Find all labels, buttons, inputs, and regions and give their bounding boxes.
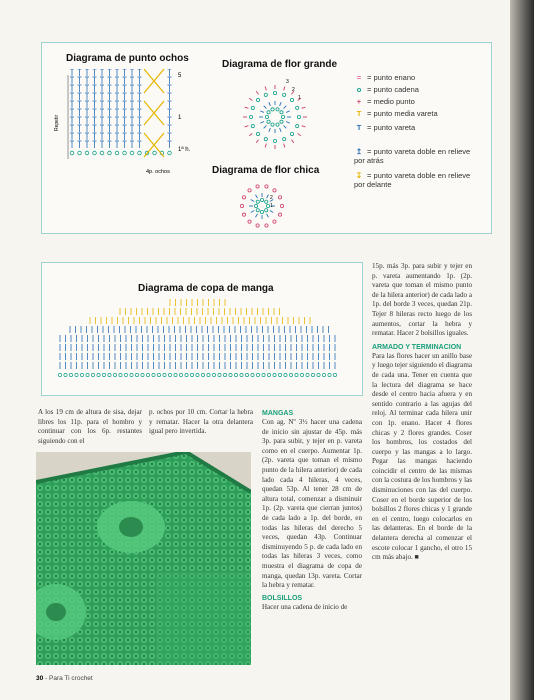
ochos-label-5: 5 — [178, 73, 182, 79]
paragraph-sisa: A los 19 cm de altura de sisa, dejar libres los 11p. para el hombro y continuar con los 6p. restantes siguiendo con el — [38, 408, 142, 445]
legend-symbol-icon: T — [356, 109, 362, 118]
legend-item — [354, 171, 474, 189]
heading-armado: ARMADO Y TERMINACION — [372, 343, 462, 351]
paragraph-mangas: Con ag. Nº 3½ hacer una cadena de inicio sin ajustar de 45p. más 3p. para subir, y tejer en p. vareta como en el cuerpo. Aumentar 1p. (2p. vareta que toman el mismo punto de la hilera anterior) de cada lado cada 4 hileras, 4 veces, quedan 53p. Al tener 28 cm de altura total, comenzar a disminuir 1p. (2p. vareta que cierran juntos) de cada lado a 1p. del borde, en todas las hileras del derecho 5 veces, quedan 43p. Continuar disminuyendo 5 p. de cada lado en todas las hileras 3 veces, como muestra el diagrama de copa de manga, quedan 13p. vareta. Cortar la hebra y rematar. — [262, 418, 362, 590]
legend-label: = punto media vareta — [367, 109, 438, 118]
paragraph-armado: Para las flores hacer un anillo base y luego tejer siguiendo el diagrama de cada una. Tener en cuenta que la lectura del diagrama se hace desde el centro hacia afuera y en sentido contrario a las agujas del reloj. Al terminar cada hilera unir con 1p. enano. Hacer 4 flores chicas y 2 flores grandes. Coser los hombros, los costados del cuerpo y las mangas a lo largo. Pegar las mangas haciendo coincidir el centro de las mismas con la costura de los hombros y las disminuciones con las del cuerpo. Coser en el borde superior de los bolsillos 2 flores chicas y 1 grande en el centro, luego colocarlos en las delanteras. En el borde de la delantera derecha al comenzar el escote colocar 1 gancho, el otro 15 cm más abajo. ■ — [372, 351, 472, 562]
flor-grande-diagram — [235, 77, 315, 157]
paragraph-bolsillos-cont: 15p. más 3p. para subir y tejer en p. vareta aumentando 1p. (2p. vareta que toman el mismo punto de la hilera anterior) de cada lado a 1p. del borde 3 veces, quedan 21p. Tejer 8 hileras recto luego de los aumentos, cortar la hebra y rematar. Hacer 2 bolsillos iguales. — [372, 262, 472, 338]
heading-mangas: MANGAS — [262, 410, 294, 417]
legend-label: = punto cadena — [367, 85, 419, 94]
ochos-bottom: 4p. ochos — [146, 169, 170, 175]
magazine-name: - Para Ti crochet — [45, 675, 93, 682]
text-column-4 — [372, 262, 472, 563]
copa-title: Diagrama de copa de manga — [138, 283, 274, 294]
page-footer — [36, 675, 93, 682]
ochos-diagram — [66, 69, 196, 189]
text-column-2 — [149, 408, 253, 437]
legend-label: = medio punto — [367, 97, 415, 106]
ochos-label-1h: 1ª h. — [178, 147, 191, 153]
ochos-label-1: 1 — [178, 115, 182, 121]
flor-grande-label-2: 2 — [292, 87, 295, 93]
legend-item — [354, 85, 474, 94]
heading-bolsillos: BOLSILLOS — [262, 594, 303, 602]
flor-grande-label-3: 3 — [286, 79, 289, 85]
legend-symbol-icon: ↥ — [355, 147, 363, 156]
ochos-title: Diagrama de punto ochos — [66, 53, 189, 64]
text-column-1 — [38, 408, 142, 446]
legend-symbol-icon: o — [356, 85, 362, 94]
legend-symbol-icon: = — [356, 73, 362, 82]
flor-grande-label-1: 1 — [298, 95, 301, 101]
legend-symbol-icon: + — [356, 97, 362, 106]
flor-chica-label-1: 1 — [270, 203, 273, 209]
legend-label: = punto enano — [367, 73, 416, 82]
legend-label: = punto vareta doble en relieve por atrás — [354, 147, 471, 165]
page-spine-shadow — [510, 0, 534, 700]
crochet-photo — [36, 452, 251, 665]
copa-diagram — [50, 299, 350, 379]
flor-chica-diagram — [232, 181, 292, 231]
legend-label: = punto vareta doble en relieve por delante — [354, 171, 471, 189]
paragraph-bolsillos: Hacer una cadena de inicio de — [262, 602, 348, 611]
copa-manga-box — [41, 262, 363, 396]
paragraph-ochos: p. ochos por 10 cm. Cortar la hebra y rematar. Hacer la otra delantera igual pero invertida. — [149, 408, 253, 436]
legend-symbol-icon: T — [356, 123, 362, 132]
legend-item — [354, 123, 474, 132]
stitch-diagrams-box — [41, 42, 492, 234]
text-column-3 — [262, 406, 362, 612]
legend-item — [354, 73, 474, 82]
ochos-repeat: Repetir — [54, 114, 60, 131]
legend-item — [354, 109, 474, 118]
flor-chica-label-2: 2 — [270, 195, 273, 201]
legend-symbol-icon: ↧ — [355, 171, 363, 180]
page-number: 30 — [36, 675, 44, 682]
legend-label: = punto vareta — [367, 123, 416, 132]
flor-grande-title: Diagrama de flor grande — [222, 59, 338, 70]
flor-chica-title: Diagrama de flor chica — [212, 165, 320, 176]
legend-item — [354, 97, 474, 106]
legend-item — [354, 147, 474, 165]
